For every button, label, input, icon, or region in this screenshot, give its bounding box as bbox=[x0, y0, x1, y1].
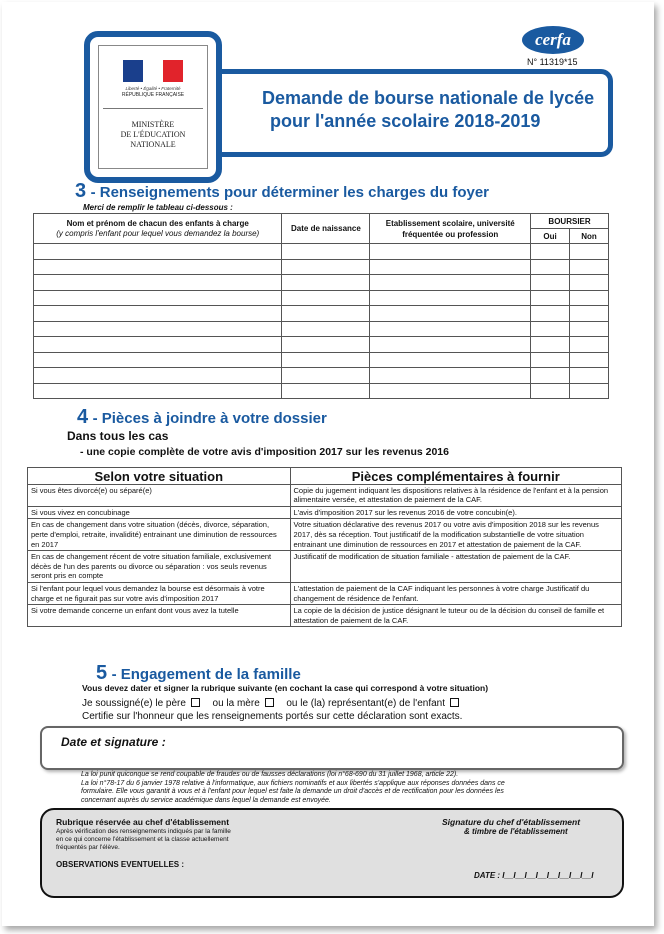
birth-cell[interactable] bbox=[282, 306, 370, 322]
document-row bbox=[28, 582, 622, 604]
birth-cell[interactable] bbox=[282, 275, 370, 291]
representative-label: ou le (la) représentant(e) de l'enfant bbox=[286, 698, 445, 709]
name-cell[interactable] bbox=[34, 306, 282, 322]
child-row bbox=[34, 352, 609, 368]
birth-cell[interactable] bbox=[282, 337, 370, 353]
non-cell[interactable] bbox=[570, 306, 609, 322]
birth-cell[interactable] bbox=[282, 290, 370, 306]
birth-cell[interactable] bbox=[282, 352, 370, 368]
section5-title: - Engagement de la famille bbox=[111, 666, 301, 683]
ministere-line: DE L'ÉDUCATION bbox=[120, 130, 186, 139]
pieces-cell: L'avis d'imposition 2017 sur les revenus 2016 de votre concubin(e). bbox=[290, 506, 621, 519]
chef-date-field[interactable]: DATE : I__I__I__I__I__I__I__I__I bbox=[474, 871, 594, 880]
chef-desc-line: fréquentés par l'élève. bbox=[56, 844, 120, 851]
date-signature-label: Date et signature : bbox=[61, 735, 166, 749]
document-row bbox=[28, 506, 622, 519]
child-row bbox=[34, 259, 609, 275]
situation-cell: Si l'enfant pour lequel vous demandez la bourse est désormais à votre charge et ne figurait pas sur votre avis d'imposition 2017 bbox=[28, 582, 291, 604]
section4-all-cases: - une copie complète de votre avis d'imposition 2017 sur les revenus 2016 bbox=[80, 446, 449, 458]
chef-etablissement-box bbox=[40, 808, 624, 898]
certification-line: Certifie sur l'honneur que les renseignements portés sur cette déclaration sont exacts. bbox=[82, 711, 463, 722]
logo-frame bbox=[84, 31, 222, 183]
cerfa-logo: cerfa bbox=[522, 26, 584, 54]
document-row bbox=[28, 605, 622, 627]
col-boursier-header: BOURSIER bbox=[531, 214, 609, 229]
school-cell[interactable] bbox=[370, 259, 531, 275]
chef-signature-label: Signature du chef d'établissement bbox=[442, 817, 581, 827]
name-cell[interactable] bbox=[34, 337, 282, 353]
birth-cell[interactable] bbox=[282, 368, 370, 384]
non-cell[interactable] bbox=[570, 275, 609, 291]
section5-instruction: Vous devez dater et signer la rubrique suivante (en cochant la case qui correspond à votre situation) bbox=[82, 683, 489, 693]
birth-cell[interactable] bbox=[282, 244, 370, 260]
oui-cell[interactable] bbox=[531, 306, 570, 322]
school-cell[interactable] bbox=[370, 321, 531, 337]
school-cell[interactable] bbox=[370, 290, 531, 306]
form-title-line2: pour l'année scolaire 2018-2019 bbox=[270, 111, 541, 131]
school-cell[interactable] bbox=[370, 337, 531, 353]
oui-cell[interactable] bbox=[531, 259, 570, 275]
legal-line: La loi punit quiconque se rend coupable de fraudes ou de fausses déclarations (loi n°68-690 du 31 juillet 1968, article 22). bbox=[81, 771, 459, 778]
republique-label: RÉPUBLIQUE FRANÇAISE bbox=[121, 92, 185, 98]
ministere-label bbox=[103, 120, 203, 150]
col-situation-header: Selon votre situation bbox=[28, 468, 291, 485]
section3-instruction: Merci de remplir le tableau ci-dessous : bbox=[83, 203, 233, 212]
form-title-line1: Demande de bourse nationale de lycée bbox=[262, 88, 595, 108]
section3-heading bbox=[75, 180, 489, 203]
oui-cell[interactable] bbox=[531, 383, 570, 399]
school-cell[interactable] bbox=[370, 368, 531, 384]
pieces-cell: Votre situation déclarative des revenus 2017 ou votre avis d'imposition 2018 sur les revenus 2017, dès sa réception. Tout justificatif de la modification substantielle de votre situation entrainant une diminution de ressources en 2017 et attestation de paiement de la CAF. bbox=[290, 519, 621, 551]
col-name-sublabel: (y compris l'enfant pour lequel vous demandez la bourse) bbox=[56, 228, 260, 238]
ministere-line: NATIONALE bbox=[130, 140, 176, 149]
child-row bbox=[34, 321, 609, 337]
oui-cell[interactable] bbox=[531, 244, 570, 260]
children-table bbox=[33, 213, 609, 399]
father-label: Je soussigné(e) le père bbox=[82, 698, 186, 709]
logo-divider bbox=[103, 108, 203, 109]
chef-desc-line: en ce qui concerne l'établissement et la classe actuellement bbox=[56, 836, 229, 843]
col-pieces-header: Pièces complémentaires à fournir bbox=[290, 468, 621, 485]
name-cell[interactable] bbox=[34, 321, 282, 337]
oui-cell[interactable] bbox=[531, 275, 570, 291]
oui-cell[interactable] bbox=[531, 337, 570, 353]
section4-title: - Pièces à joindre à votre dossier bbox=[92, 410, 327, 427]
oui-cell[interactable] bbox=[531, 321, 570, 337]
birth-cell[interactable] bbox=[282, 383, 370, 399]
school-cell[interactable] bbox=[370, 383, 531, 399]
name-cell[interactable] bbox=[34, 368, 282, 384]
legal-line: La loi n°78-17 du 6 janvier 1978 relative à l'informatique, aux fichiers nominatifs et aux libertés s'applique aux réponses données dans ce bbox=[81, 779, 505, 787]
timbre-label: & timbre de l'établissement bbox=[464, 827, 568, 836]
situation-cell: Si vous êtes divorcé(e) ou séparé(e) bbox=[28, 484, 291, 506]
motto: Liberté • Égalité • Fraternité bbox=[125, 86, 181, 91]
documents-table bbox=[27, 467, 622, 627]
oui-cell[interactable] bbox=[531, 352, 570, 368]
col-name-label: Nom et prénom de chacun des enfants à charge bbox=[66, 218, 249, 228]
col-name-header bbox=[34, 214, 282, 244]
chef-desc-line: Après vérification des renseignements indiqués par la famille bbox=[56, 828, 231, 835]
legal-notice bbox=[81, 771, 621, 805]
marianne-flag-icon bbox=[123, 60, 183, 82]
situation-cell: Si vous vivez en concubinage bbox=[28, 506, 291, 519]
non-cell[interactable] bbox=[570, 259, 609, 275]
document-row bbox=[28, 484, 622, 506]
col-oui-header: Oui bbox=[531, 229, 570, 244]
situation-cell: Si votre demande concerne un enfant dont vous avez la tutelle bbox=[28, 605, 291, 627]
legal-line: concernant auprès du service académique dans lequel la demande est envoyée. bbox=[81, 796, 331, 804]
date-signature-box[interactable] bbox=[40, 726, 624, 770]
parent-selection-line bbox=[82, 698, 461, 709]
section4-subtitle: Dans tous les cas bbox=[67, 429, 169, 443]
name-cell[interactable] bbox=[34, 290, 282, 306]
name-cell[interactable] bbox=[34, 275, 282, 291]
situation-cell: En cas de changement dans votre situation (décès, divorce, séparation, perte d'emploi, retraite, invalidité) entrainant une diminution de ressources en 2017 bbox=[28, 519, 291, 551]
section5-number: 5 bbox=[96, 662, 108, 684]
child-row bbox=[34, 337, 609, 353]
child-row bbox=[34, 306, 609, 322]
pieces-cell: Copie du jugement indiquant les dispositions relatives à la résidence de l'enfant et à la pension alimentaire versée, et attestation de paiement de la CAF. bbox=[290, 484, 621, 506]
oui-cell[interactable] bbox=[531, 290, 570, 306]
non-cell[interactable] bbox=[570, 244, 609, 260]
child-row bbox=[34, 383, 609, 399]
representative-checkbox[interactable] bbox=[450, 698, 459, 707]
section3-number: 3 bbox=[75, 180, 87, 202]
school-cell[interactable] bbox=[370, 306, 531, 322]
child-row bbox=[34, 290, 609, 306]
birth-cell[interactable] bbox=[282, 321, 370, 337]
father-checkbox[interactable] bbox=[191, 698, 200, 707]
child-row bbox=[34, 244, 609, 260]
oui-cell[interactable] bbox=[531, 368, 570, 384]
name-cell[interactable] bbox=[34, 259, 282, 275]
non-cell[interactable] bbox=[570, 290, 609, 306]
section5-heading bbox=[96, 662, 301, 685]
pieces-cell: L'attestation de paiement de la CAF indiquant les personnes à votre charge Justificatif du changement de résidence de l'enfant. bbox=[290, 582, 621, 604]
name-cell[interactable] bbox=[34, 352, 282, 368]
document-row bbox=[28, 551, 622, 583]
non-cell[interactable] bbox=[570, 368, 609, 384]
legal-line: formulaire. Elle vous garantit à vous et à l'enfant pour lequel est faite la demande un droit d'accès et de rectification pour les données les bbox=[81, 788, 504, 796]
cerfa-number: N° 11319*15 bbox=[527, 57, 578, 67]
section4-number: 4 bbox=[77, 406, 89, 428]
observations-label: OBSERVATIONS EVENTUELLES : bbox=[56, 860, 185, 869]
document-row bbox=[28, 519, 622, 551]
child-row bbox=[34, 368, 609, 384]
chef-description bbox=[56, 828, 231, 852]
chef-title: Rubrique réservée au chef d'établissement bbox=[56, 817, 230, 827]
name-cell[interactable] bbox=[34, 244, 282, 260]
child-row bbox=[34, 275, 609, 291]
ministere-line: MINISTÈRE bbox=[131, 120, 175, 129]
pieces-cell: La copie de la décision de justice désignant le tuteur ou de la décision du conseil de famille et attestation de paiement de la CAF. bbox=[290, 605, 621, 627]
col-birth-header: Date de naissance bbox=[282, 214, 370, 244]
non-cell[interactable] bbox=[570, 321, 609, 337]
school-cell[interactable] bbox=[370, 275, 531, 291]
mother-label: ou la mère bbox=[212, 698, 260, 709]
school-cell[interactable] bbox=[370, 244, 531, 260]
school-cell[interactable] bbox=[370, 352, 531, 368]
situation-cell: En cas de changement récent de votre situation familiale, exclusivement décès de l'un des parents ou divorce ou séparation : vos seuls revenus seront pris en compte bbox=[28, 551, 291, 583]
section3-title: - Renseignements pour déterminer les charges du foyer bbox=[90, 184, 490, 201]
birth-cell[interactable] bbox=[282, 259, 370, 275]
ministry-logo bbox=[98, 45, 208, 169]
non-cell[interactable] bbox=[570, 383, 609, 399]
col-school-header: Etablissement scolaire, université fréquentée ou profession bbox=[370, 214, 531, 244]
pieces-cell: Justificatif de modification de situation familiale - attestation de paiement de la CAF. bbox=[290, 551, 621, 583]
section4-heading bbox=[77, 406, 327, 429]
name-cell[interactable] bbox=[34, 383, 282, 399]
mother-checkbox[interactable] bbox=[265, 698, 274, 707]
non-cell[interactable] bbox=[570, 337, 609, 353]
col-non-header: Non bbox=[570, 229, 609, 244]
non-cell[interactable] bbox=[570, 352, 609, 368]
